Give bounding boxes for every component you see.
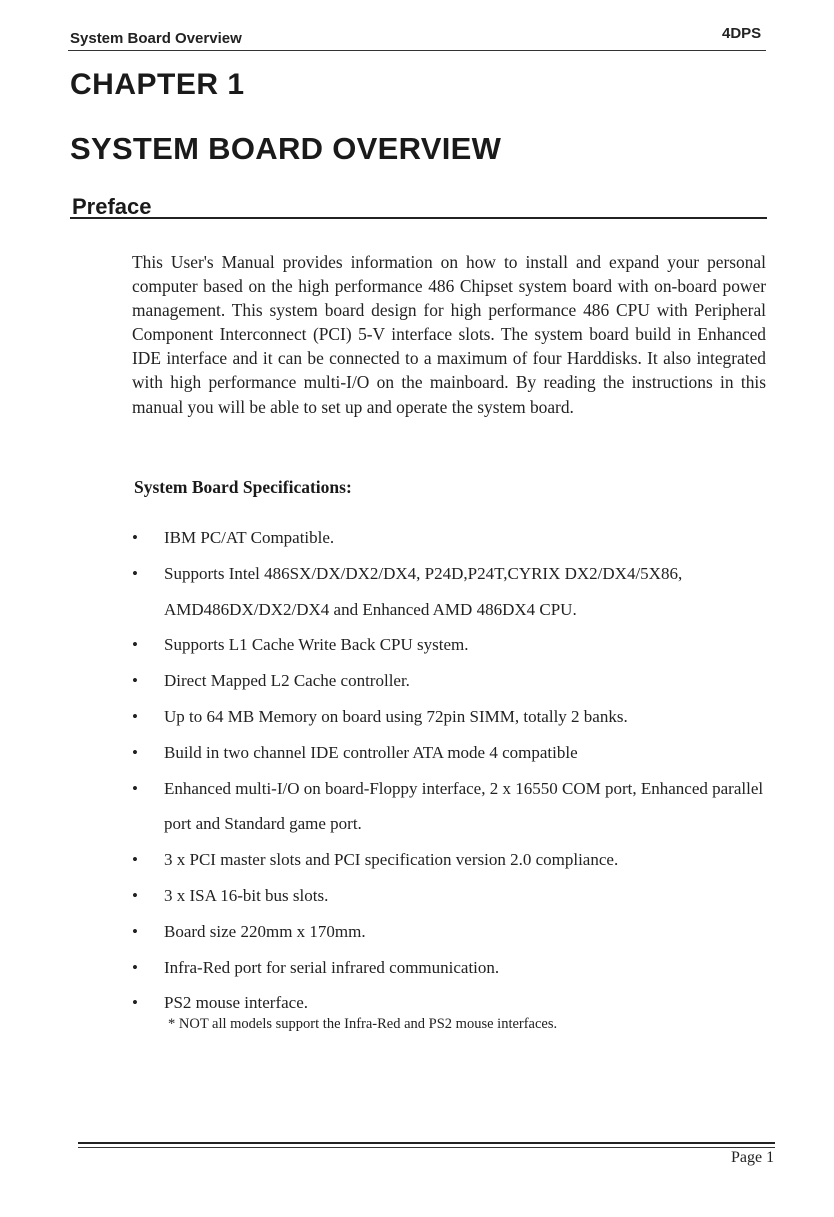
footer-divider-thick — [78, 1142, 775, 1144]
spec-item-text: IBM PC/AT Compatible. — [164, 528, 335, 547]
spec-item-text: Infra-Red port for serial infrared communication. — [164, 957, 500, 977]
spec-item — [130, 950, 770, 986]
bullet-icon: • — [132, 957, 138, 977]
spec-item — [130, 914, 770, 950]
spec-item — [130, 663, 770, 699]
footer-divider-thin — [78, 1147, 775, 1148]
spec-item-text: Enhanced multi-I/O on board-Floppy interface, 2 x 16550 COM port, Enhanced parallel port and Standard game port. — [164, 778, 764, 834]
running-header-title: System Board Overview — [70, 30, 242, 47]
spec-item — [130, 842, 770, 878]
bullet-icon: • — [132, 993, 138, 1013]
spec-item — [130, 771, 770, 843]
spec-item — [130, 627, 770, 663]
spec-item — [130, 699, 770, 735]
spec-item — [130, 556, 770, 628]
bullet-icon: • — [132, 671, 138, 691]
spec-item-text: Board size 220mm x 170mm. — [164, 921, 366, 941]
spec-item — [130, 735, 770, 771]
bullet-icon: • — [132, 635, 138, 655]
preface-heading: Preface — [72, 194, 152, 219]
page-number: Page 1 — [731, 1149, 775, 1166]
specifications-note: * NOT all models support the Infra-Red and PS2 mouse interfaces. — [168, 1016, 558, 1032]
spec-item-text: Supports L1 Cache Write Back CPU system. — [164, 635, 469, 655]
spec-item — [130, 878, 770, 914]
preface-divider — [70, 217, 767, 219]
chapter-title: SYSTEM BOARD OVERVIEW — [70, 131, 502, 166]
bullet-icon: • — [132, 921, 138, 941]
spec-item-text: PS2 mouse interface. — [164, 993, 308, 1013]
specifications-list — [130, 520, 770, 1021]
header-divider — [68, 50, 766, 51]
spec-item-text: Up to 64 MB Memory on board using 72pin SIMM, totally 2 banks. — [164, 706, 628, 726]
bullet-icon: • — [132, 706, 138, 726]
preface-paragraph: This User's Manual provides information on how to install and expand your personal computer based on the high performance 486 Chipset system board with on-board power management. This system board design for high performance 486 CPU with Peripheral Component Interconnect (PCI) 5-V interface slots. The system board build in Enhanced IDE interface and it can be connected to a maximum of four Harddisks. It also integrated with high performance multi-I/O on the mainboard. By reading the instructions in this manual you will be able to set up and operate the system board. — [132, 252, 766, 417]
bullet-icon: • — [132, 778, 138, 798]
chapter-heading: CHAPTER 1 — [70, 68, 245, 101]
spec-item-text: 3 x PCI master slots and PCI specification version 2.0 compliance. — [164, 850, 619, 870]
spec-item-text: Supports Intel 486SX/DX/DX2/DX4, P24D,P24T,CYRIX DX2/DX4/5X86, AMD486DX/DX2/DX4 and Enhanced AMD 486DX4 CPU. — [164, 563, 683, 619]
spec-item — [130, 520, 770, 556]
specifications-heading: System Board Specifications: — [134, 477, 352, 497]
spec-item-text: Build in two channel IDE controller ATA mode 4 compatible — [164, 742, 578, 762]
spec-item-text: Direct Mapped L2 Cache controller. — [164, 671, 410, 691]
running-header-model: 4DPS — [722, 25, 762, 42]
bullet-icon: • — [132, 528, 138, 547]
bullet-icon: • — [132, 850, 138, 870]
bullet-icon: • — [132, 885, 138, 905]
spec-item-text: 3 x ISA 16-bit bus slots. — [164, 885, 329, 905]
bullet-icon: • — [132, 563, 138, 583]
bullet-icon: • — [132, 742, 138, 762]
